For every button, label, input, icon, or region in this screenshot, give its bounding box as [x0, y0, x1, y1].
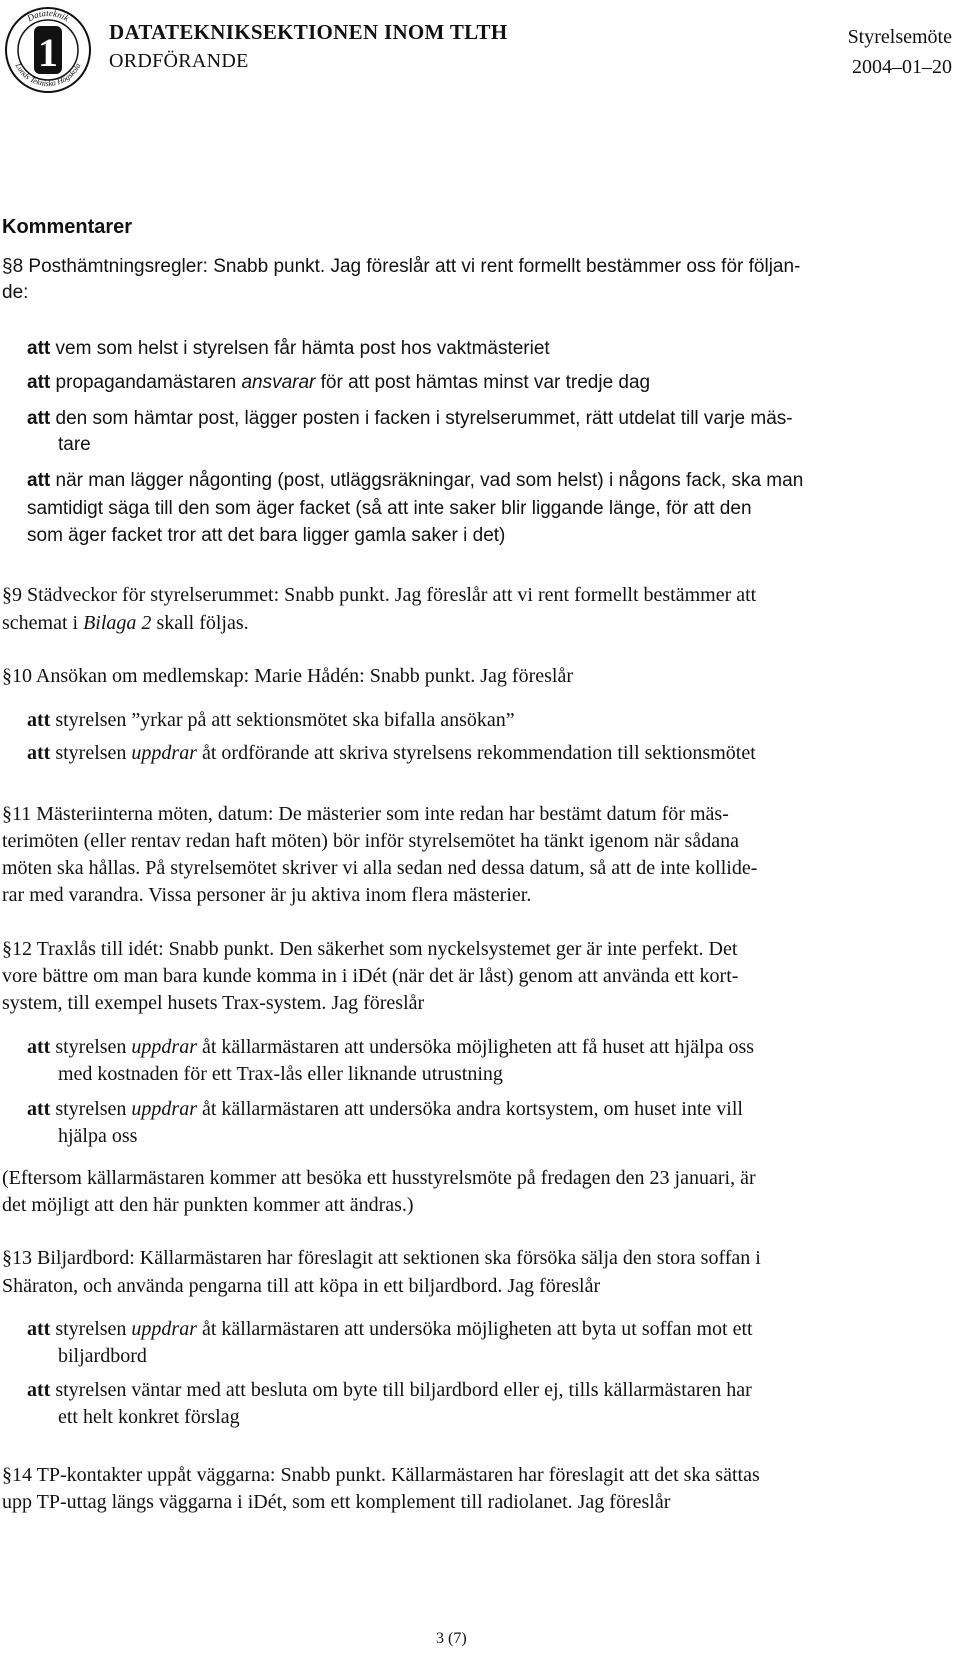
- att-12-1: att styrelsen uppdrar åt källarmästaren att undersöka möjligheten att få huset att hjälpa oss: [27, 1036, 755, 1058]
- paragraph-12-line-3: system, till exempel husets Trax-system. Jag föreslår: [2, 992, 425, 1014]
- paragraph-8-line-2: de:: [2, 282, 29, 303]
- att-13-2-cont: ett helt konkret förslag: [58, 1406, 240, 1428]
- section-heading: Kommentarer: [2, 216, 133, 238]
- logo-text-bottom: Lunds Tekniska Högskola: [13, 61, 83, 89]
- page-number: 3 (7): [436, 1630, 467, 1647]
- paragraph-11-line-3: möten ska hållas. På styrelsemötet skriver vi alla sedan ned dessa datum, så att de inte kollide-: [2, 857, 758, 879]
- meeting-type: Styrelsemöte: [847, 26, 952, 48]
- att-10-1: att styrelsen ”yrkar på att sektionsmötet ska bifalla ansökan”: [27, 709, 515, 731]
- note-12-line-1: (Eftersom källarmästaren kommer att besöka ett husstyrelsmöte på fredagen den 23 januari, är: [2, 1167, 756, 1189]
- paragraph-9-line-2: schemat i Bilaga 2 skall följas.: [2, 612, 249, 634]
- att-8-3: att den som hämtar post, lägger posten i facken i styrelserummet, rätt utdelat till varje mäs-: [27, 408, 793, 429]
- logo-text-top: Datateknik: [25, 7, 71, 24]
- paragraph-14-line-2: upp TP-uttag längs väggarna i iDét, som ett komplement till radiolanet. Jag föreslår: [2, 1491, 671, 1513]
- paragraph-12-line-1: §12 Traxlås till idét: Snabb punkt. Den säkerhet som nyckelsystemet ger är inte perfekt. Det: [2, 938, 738, 960]
- att-8-4-cont-2: som äger facket tror att det bara ligger gamla saker i det): [27, 525, 506, 546]
- paragraph-14-line-1: §14 TP-kontakter uppåt väggarna: Snabb punkt. Källarmästaren har föreslagit att det ska sättas: [2, 1464, 760, 1486]
- att-12-2-cont: hjälpa oss: [58, 1125, 138, 1147]
- att-8-4: att när man lägger någonting (post, utläggsräkningar, vad som helst) i någons fack, ska man: [27, 470, 804, 491]
- paragraph-11-line-2: terimöten (eller rentav redan haft möten) bör inför styrelsemötet ha tänkt igenom när sådana: [2, 830, 739, 852]
- paragraph-11-line-1: §11 Mästeriinterna möten, datum: De mästerier som inte redan har bestämt datum för mäs-: [2, 803, 729, 825]
- paragraph-11-line-4: rar med varandra. Vissa personer är ju aktiva inom flera mästerier.: [2, 884, 532, 906]
- att-8-2: att propagandamästaren ansvarar för att post hämtas minst var tredje dag: [27, 372, 651, 393]
- att-12-2: att styrelsen uppdrar åt källarmästaren att undersöka andra kortsystem, om huset inte vill: [27, 1098, 743, 1120]
- paragraph-8-line-1: §8 Posthämtningsregler: Snabb punkt. Jag föreslår att vi rent formellt bestämmer oss för följan-: [2, 256, 801, 277]
- paragraph-9-line-1: §9 Städveckor för styrelserummet: Snabb punkt. Jag föreslår att vi rent formellt bestämmer att: [2, 584, 757, 606]
- note-12-line-2: det möjligt att den här punkten kommer att ändras.): [2, 1194, 414, 1216]
- logo-numeral: 1: [38, 30, 58, 75]
- att-13-1-cont: biljardbord: [58, 1345, 147, 1367]
- paragraph-10: §10 Ansökan om medlemskap: Marie Hådén: Snabb punkt. Jag föreslår: [2, 665, 573, 687]
- att-8-1: att vem som helst i styrelsen får hämta post hos vaktmästeriet: [27, 338, 550, 359]
- att-13-2: att styrelsen väntar med att besluta om byte till biljardbord eller ej, tills källarmästaren har: [27, 1379, 752, 1401]
- att-8-3-cont: tare: [58, 434, 91, 455]
- att-8-4-cont-1: samtidigt säga till den som äger facket (så att inte saker blir liggande länge, för att den: [27, 498, 752, 519]
- att-13-1: att styrelsen uppdrar åt källarmästaren att undersöka möjligheten att byta ut soffan mot ett: [27, 1318, 753, 1340]
- att-12-1-cont: med kostnaden för ett Trax-lås eller liknande utrustning: [58, 1063, 503, 1085]
- author-role: ORDFÖRANDE: [109, 50, 249, 72]
- datateknik-logo-icon: [4, 6, 92, 94]
- paragraph-13-line-2: Shäraton, och använda pengarna till att köpa in ett biljardbord. Jag föreslår: [2, 1275, 601, 1297]
- att-10-2: att styrelsen uppdrar åt ordförande att skriva styrelsens rekommendation till sektionsmötet: [27, 742, 756, 764]
- paragraph-12-line-2: vore bättre om man bara kunde komma in i iDét (när det är låst) genom att använda ett kort-: [2, 965, 739, 987]
- paragraph-13-line-1: §13 Biljardbord: Källarmästaren har föreslagit att sektionen ska försöka sälja den stora soffan i: [2, 1247, 761, 1269]
- meeting-date: 2004–01–20: [852, 56, 952, 78]
- organization-name: DATATEKNIKSEKTIONEN INOM TLTH: [109, 20, 508, 44]
